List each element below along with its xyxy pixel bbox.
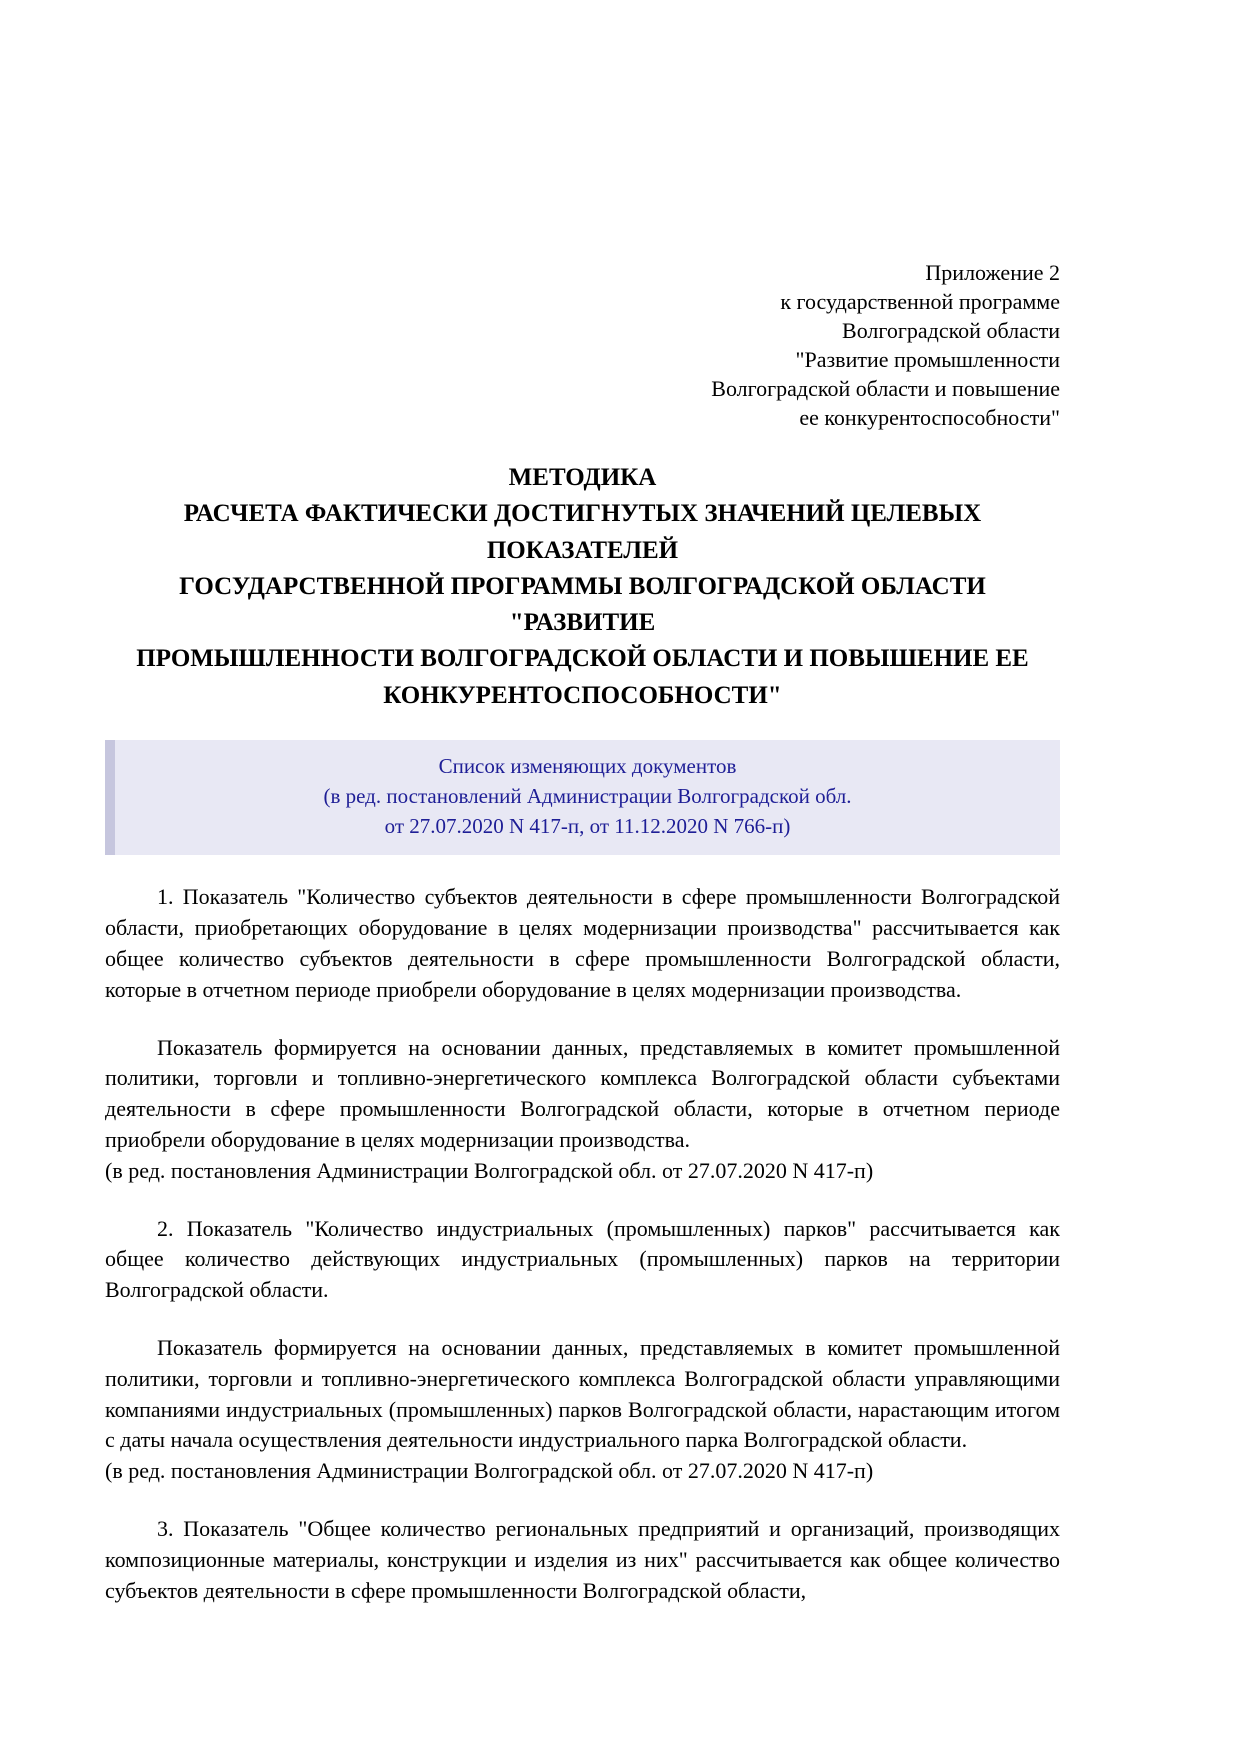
paragraph-1: 1. Показатель "Количество субъектов деятельности в сфере промышленности Волгоградской области, приобретающих оборудование в целях модернизации производства" рассчитывается как общее количество субъектов деятельности в сфере промышленности Волгоградской области, которые в отчетном периоде приобрели оборудование в целях модернизации производства. xyxy=(105,884,1060,1002)
amendment-note-2: (в ред. постановления Администрации Волгоградской обл. от 27.07.2020 N 417-п) xyxy=(105,1458,874,1484)
amendment-note-1: (в ред. постановления Администрации Волгоградской обл. от 27.07.2020 N 417-п) xyxy=(105,1157,874,1183)
header-line: к государственной программе xyxy=(780,289,1060,315)
document-body xyxy=(105,882,1060,1606)
title-line: МЕТОДИКА xyxy=(508,464,657,492)
header-line: Волгоградской области и повышение xyxy=(711,376,1060,402)
title-line: КОНКУРЕНТОСПОСОБНОСТИ" xyxy=(383,681,782,709)
paragraph-2: Показатель формируется на основании данных, представляемых в комитет промышленной политики, торговли и топливно-энергетического комплекса Волгоградской области субъектами деятельности в сфере промышленности Волгоградской области, которые в отчетном периоде приобрели оборудование в целях модернизации производства. xyxy=(105,1034,1060,1152)
paragraph-5: 3. Показатель "Общее количество региональных предприятий и организаций, производящих композиционные материалы, конструкции и изделия из них" рассчитывается как общее количество субъектов деятельности в сфере промышленности Волгоградской области, xyxy=(105,1515,1060,1603)
header-line: Волгоградской области xyxy=(842,318,1060,344)
title-line: ПРОМЫШЛЕННОСТИ ВОЛГОГРАДСКОЙ ОБЛАСТИ И ПОВЫШЕНИЕ ЕЕ xyxy=(136,645,1029,673)
amendments-box xyxy=(105,740,1060,855)
paragraph-4: Показатель формируется на основании данных, представляемых в комитет промышленной политики, торговли и топливно-энергетического комплекса Волгоградской области управляющими компаниями индустриальных (промышленных) парков Волгоградской области, нарастающим итогом с даты начала осуществления деятельности индустриального парка Волгоградской области. xyxy=(105,1334,1060,1453)
appendix-header xyxy=(105,258,1060,432)
title-line: ГОСУДАРСТВЕННОЙ ПРОГРАММЫ ВОЛГОГРАДСКОЙ ОБЛАСТИ xyxy=(179,572,986,600)
header-line: Приложение 2 xyxy=(925,260,1060,285)
title-line: "РАЗВИТИЕ xyxy=(509,609,656,637)
document-title xyxy=(105,460,1060,714)
title-line: РАСЧЕТА ФАКТИЧЕСКИ ДОСТИГНУТЫХ ЗНАЧЕНИЙ ЦЕЛЕВЫХ xyxy=(183,500,982,528)
title-line: ПОКАЗАТЕЛЕЙ xyxy=(486,536,679,564)
paragraph-3: 2. Показатель "Количество индустриальных (промышленных) парков" рассчитывается как общее количество действующих индустриальных (промышленных) парков на территории Волгоградской области. xyxy=(105,1215,1060,1303)
amendments-line: Список изменяющих документов xyxy=(438,753,737,778)
amendments-line: (в ред. постановлений Администрации Волгоградской обл. xyxy=(323,783,852,808)
header-line: "Развитие промышленности xyxy=(795,347,1060,373)
amendments-line: от 27.07.2020 N 417-п, от 11.12.2020 N 766-п) xyxy=(384,813,791,838)
header-line: ее конкурентоспособности" xyxy=(799,405,1060,431)
